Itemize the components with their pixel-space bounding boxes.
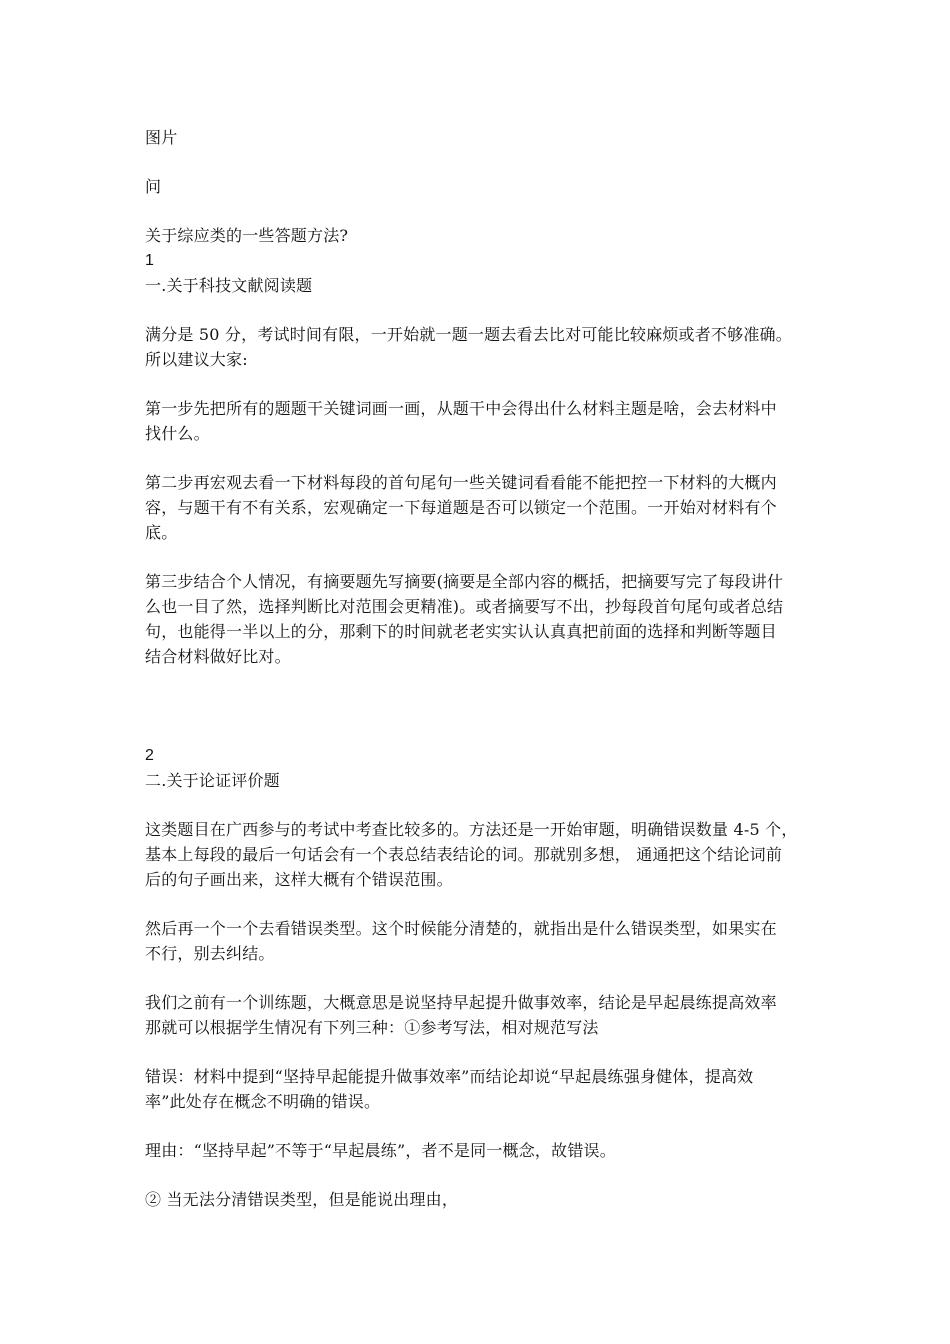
paragraph-line: 第二步再宏观去看一下材料每段的首句尾句一些关键词看看能不能把控一下材料的大概内 — [145, 473, 777, 492]
section-number: 1 — [145, 252, 155, 269]
paragraph — [145, 569, 815, 669]
paragraph-line: 么也一目了然，选择判断比对范围会更精准)。或者摘要写不出，抄每段首句尾句或者总结 — [145, 597, 784, 616]
paragraph-line: 我们之前有一个训练题，大概意思是说坚持早起提升做事效率，结论是早起晨练提高效率 — [145, 993, 777, 1012]
section-number: 2 — [145, 747, 155, 764]
paragraph-line: 理由：“坚持早起”不等于“早起晨练”，者不是同一概念，故错误。 — [145, 1141, 616, 1160]
paragraph-line: 不行，别去纠结。 — [145, 944, 275, 963]
paragraph-line: 那就可以根据学生情况有下列三种：①参考写法，相对规范写法 — [145, 1018, 599, 1037]
paragraph-line: 第三步结合个人情况，有摘要题先写摘要(摘要是全部内容的概括，把摘要写完了每段讲什 — [145, 572, 784, 591]
paragraph — [145, 1138, 815, 1163]
paragraph — [145, 1187, 815, 1212]
paragraph — [145, 322, 815, 372]
paragraph-line: 底。 — [145, 523, 178, 542]
paragraph-line: 第一步先把所有的题题干关键词画一画，从题干中会得出什么材料主题是啥，会去材料中 — [145, 399, 777, 418]
paragraph — [145, 396, 815, 446]
image-placeholder-label: 图片 — [145, 128, 178, 147]
paragraph-line: 错误：材料中提到“坚持早起能提升做事效率”而结论却说“早起晨练强身健体，提高效 — [145, 1067, 754, 1086]
paragraph-line: 满分是 50 分，考试时间有限，一开始就一题一题去看去比对可能比较麻烦或者不够准确。 — [145, 325, 792, 344]
paragraph-line: 找什么。 — [145, 424, 210, 443]
paragraph-line: 句，也能得一半以上的分，那剩下的时间就老老实实认认真真把前面的选择和判断等题目 — [145, 622, 777, 641]
section-title: 一.关于科技文献阅读题 — [145, 276, 313, 295]
paragraph — [145, 470, 815, 545]
question-title: 关于综应类的一些答题方法? — [145, 226, 349, 245]
paragraph-line: ② 当无法分清错误类型，但是能说出理由， — [145, 1190, 459, 1209]
paragraph-line: 后的句子画出来，这样大概有个错误范围。 — [145, 870, 453, 889]
paragraph-line: 然后再一个一个去看错误类型。这个时候能分清楚的，就指出是什么错误类型，如果实在 — [145, 919, 777, 938]
paragraph — [145, 990, 815, 1040]
paragraph-line: 结合材料做好比对。 — [145, 647, 291, 666]
paragraph-line: 这类题目在广西参与的考试中考查比较多的。方法还是一开始审题，明确错误数量 4-5 个， — [145, 820, 798, 839]
paragraph-line: 率”此处存在概念不明确的错误。 — [145, 1092, 381, 1111]
document-page — [145, 125, 815, 1212]
paragraph — [145, 817, 815, 892]
paragraph-line: 基本上每段的最后一句话会有一个表总结表结论的词。那就别多想， 通通把这个结论词前 — [145, 845, 783, 864]
paragraph — [145, 916, 815, 966]
question-marker: 问 — [145, 177, 162, 196]
paragraph-line: 所以建议大家: — [145, 350, 248, 369]
paragraph-line: 容，与题干有不有关系，宏观确定一下每道题是否可以锁定一个范围。一开始对材料有个 — [145, 498, 777, 517]
paragraph — [145, 1064, 815, 1114]
section-title: 二.关于论证评价题 — [145, 771, 280, 790]
